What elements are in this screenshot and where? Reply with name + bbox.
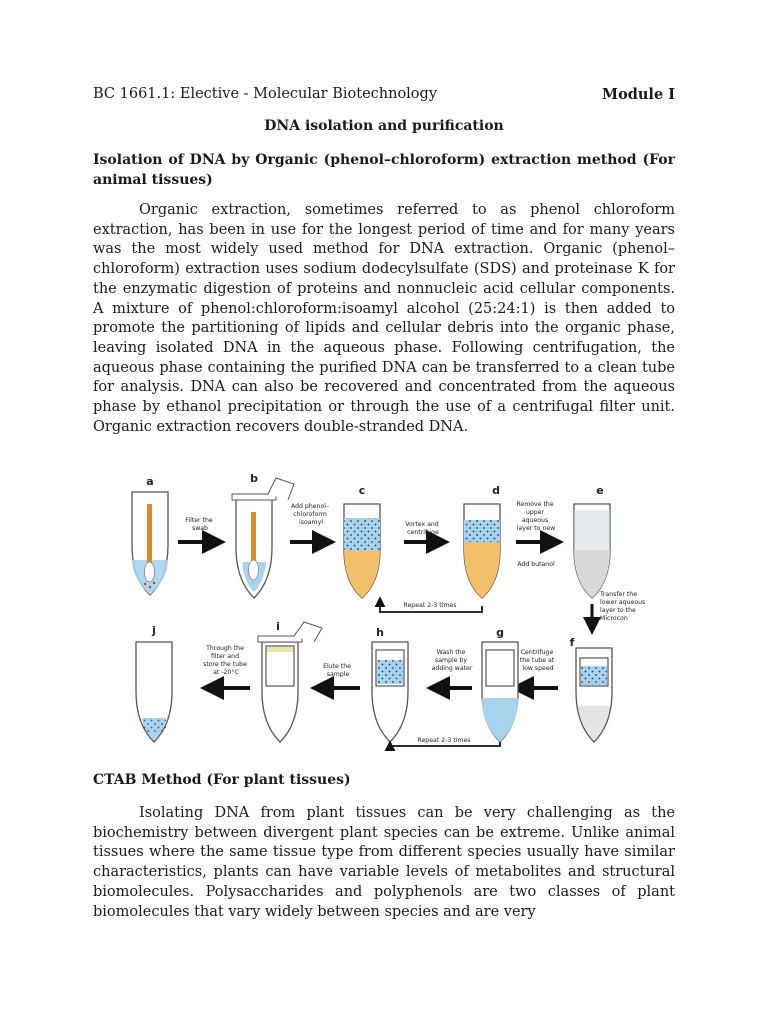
tube-h [372, 626, 408, 742]
tube-label-g: g [496, 626, 504, 639]
tube-b [232, 472, 294, 598]
step-wash-water: Wash the sample by adding water [431, 649, 473, 672]
swab-stick [147, 504, 152, 566]
tube-label-c: c [358, 484, 366, 497]
step-repeat-top: Repeat 2-3 times [403, 602, 457, 609]
step-filter-swab: Filter the swab [185, 517, 213, 532]
tube-e [574, 484, 610, 598]
tube-f [570, 636, 612, 742]
paragraph-organic-extraction: Organic extraction, sometimes referred to as phenol chloroform extraction, has been in use for the longest period of time and for many years was the most widely used method for DNA extraction. Organic (phenol–chloroform) extraction uses sodium dodecylsulfate (SDS) and proteinase K for the enzymatic digestion of proteins and nonnucleic acid cellular components. A mixture of phenol:chloroform:isoamyl alcohol (25:24:1) is then added to promote the partitioning of lipids and cellular debris into the organic phase, leaving isolated DNA in the aqueous phase. Following centrifugation, the aqueous phase containing the purified DNA can be transferred to a clean tube for analysis. DNA can also be recovered and concentrated from the aqueous phase by ethanol precipitation or through the use of a centrifugal filter unit. Organic extraction recovers double-stranded DNA. [93, 202, 675, 435]
page-header [93, 86, 675, 103]
tube-j [136, 624, 172, 742]
tube-label-b: b [250, 472, 258, 485]
step-transfer-lower: Transfer the lower aqueous layer to the Microcon [600, 591, 646, 622]
tube-label-f: f [569, 636, 575, 649]
organic-layer [344, 550, 380, 598]
step-vortex: Vortex and centrifuge [405, 521, 439, 536]
tube-i [258, 620, 322, 742]
tube-g [482, 626, 518, 742]
step-remove-upper: Remove the upper aqueous layer to new [516, 501, 556, 532]
tube-label-h: h [376, 626, 384, 639]
step-repeat-bottom: Repeat 2-3 times [417, 737, 471, 744]
tube-label-e: e [596, 484, 604, 497]
module-label: Module I [602, 86, 675, 103]
aqueous-layer [482, 698, 518, 742]
swab-stick [251, 512, 256, 564]
tube-label-j: j [152, 624, 156, 637]
step-elute: Elute the sample [323, 663, 351, 678]
tube-c [344, 484, 380, 598]
tube-d [464, 484, 500, 598]
tube-label-a: a [146, 475, 154, 488]
section-heading-organic: Isolation of DNA by Organic (phenol–chloroform) extraction method (For animal tissues) [93, 152, 675, 188]
section-heading-ctab: CTAB Method (For plant tissues) [93, 772, 351, 788]
extraction-diagram [118, 470, 646, 750]
course-title: BC 1661.1: Elective - Molecular Biotechnology [93, 86, 438, 102]
step-centrifuge-low: Centrifuge the tube at low speed [519, 649, 555, 672]
step-add-butanol: Add butanol [517, 561, 555, 568]
page-title: DNA isolation and purification [264, 118, 504, 134]
tube-a [132, 475, 168, 595]
paragraph-ctab: Isolating DNA from plant tissues can be very challenging as the biochemistry between divergent plant species can be extreme. Unlike animal tissues where the same tissue type from different species usually have similar characteristics, plants can have variable levels of metabolites and structural biomolecules. Polysaccharides and polyphenols are two classes of plant biomolecules that vary widely between species and are very [93, 805, 675, 920]
step-through-filter: Through the filter and store the tube at -20°C [203, 645, 247, 676]
tube-label-d: d [492, 484, 500, 497]
tube-label-i: i [276, 620, 280, 633]
organic-layer [464, 542, 500, 598]
extraction-diagram-svg [118, 470, 646, 750]
step-add-phenol: Add phenol– chloroform isoamyl [290, 503, 330, 526]
